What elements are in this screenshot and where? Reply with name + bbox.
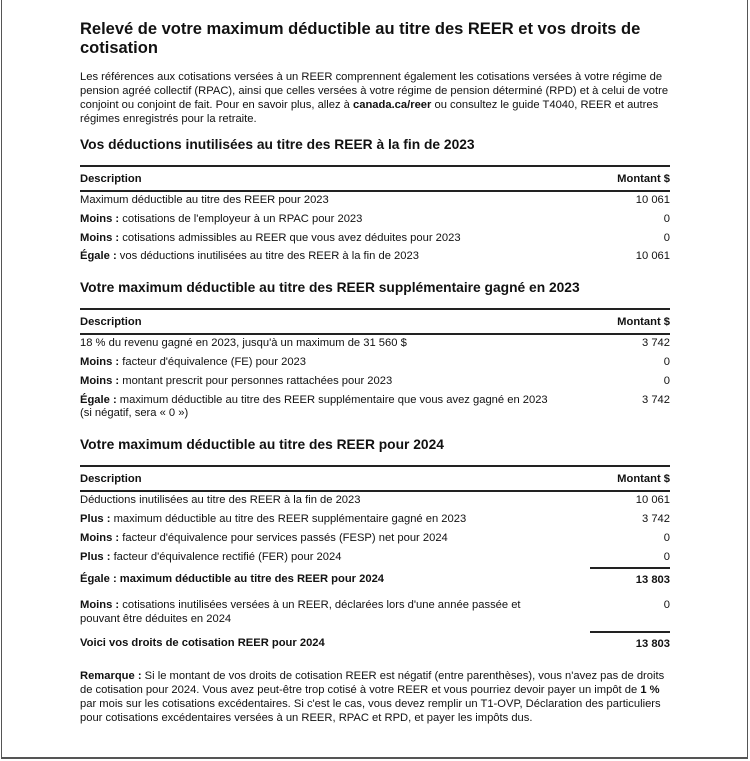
row-description <box>80 334 590 354</box>
column-header-amount: Montant $ <box>590 166 670 191</box>
row-text: maximum déductible au titre des REER supplémentaire gagné en 2023 <box>110 512 467 525</box>
note-label: Remarque : <box>80 669 142 682</box>
table-header-row <box>80 166 670 191</box>
row-text: Déductions inutilisées au titre des REER à la fin de 2023 <box>80 494 361 507</box>
table-row <box>80 230 670 249</box>
table-row <box>80 373 670 392</box>
row-prefix: Égale : <box>80 250 117 263</box>
column-header-description: Description <box>80 166 590 191</box>
row-description <box>80 248 590 267</box>
row-amount: 10 061 <box>635 494 670 507</box>
table-row <box>80 530 670 549</box>
column-header-amount: Montant $ <box>590 309 670 334</box>
row-amount: 0 <box>663 231 670 244</box>
row-amount: 10 061 <box>635 194 670 206</box>
row-amount: 0 <box>663 212 670 225</box>
intro-paragraph <box>80 70 670 126</box>
note-text-end: par mois sur les cotisations excédentaires. Si c'est le cas, vous devez remplir un T1-OVP, Déclaration des particuliers pour cotisations excédentaires versées à un REER, RPAC et RPD, et payer les impôts dus. <box>80 697 661 724</box>
row-description <box>80 530 590 549</box>
row-text: Maximum déductible au titre des REER pour 2023 <box>80 194 329 206</box>
row-description <box>80 511 590 530</box>
row-amount: 0 <box>663 599 670 612</box>
deduction-limit-2024-table <box>80 465 670 656</box>
table-row <box>80 491 670 511</box>
row-prefix: Moins : <box>80 374 120 387</box>
row-text: maximum déductible au titre des REER supplémentaire que vous avez gagné en 2023 (si négatif, sera « 0 ») <box>80 393 548 420</box>
row-text: facteur d'équivalence rectifié (FER) pour 2024 <box>110 550 342 563</box>
table-row <box>80 334 670 354</box>
row-description <box>80 491 590 511</box>
table-row <box>80 354 670 373</box>
row-description <box>80 211 590 230</box>
note-text: Si le montant de vos droits de cotisation REER est négatif (entre parenthèses), vous n'avez pas de droits de cotisation pour 2024. Vous avez peut-être trop cotisé à votre REER et vous pourriez devoir payer un impôt de <box>80 669 665 696</box>
row-description <box>80 593 590 632</box>
row-prefix: Plus : <box>80 512 111 525</box>
row-text: cotisations admissibles au REER que vous avez déduites pour 2023 <box>119 231 461 244</box>
total-row <box>80 632 670 657</box>
row-prefix: Moins : <box>80 599 120 612</box>
row-amount: 3 742 <box>642 512 670 525</box>
row-prefix: Plus : <box>80 550 111 563</box>
section-heading-deduction-limit-2024: Votre maximum déductible au titre des REER pour 2024 <box>80 437 444 453</box>
table-row <box>80 511 670 530</box>
additional-earned-table <box>80 308 670 424</box>
subtotal-description: Égale : maximum déductible au titre des REER pour 2024 <box>80 573 385 586</box>
row-description <box>80 230 590 249</box>
row-amount: 0 <box>663 550 670 563</box>
row-description <box>80 373 590 392</box>
table-row <box>80 248 670 267</box>
row-amount: 10 061 <box>635 250 670 263</box>
row-amount: 0 <box>663 531 670 544</box>
row-amount: 0 <box>663 355 670 368</box>
row-prefix: Moins : <box>80 355 120 368</box>
table-row <box>80 549 670 569</box>
row-amount: 3 742 <box>642 337 670 350</box>
table-header-row <box>80 466 670 491</box>
canada-reer-link[interactable]: canada.ca/reer <box>353 99 432 111</box>
subtotal-row <box>80 568 670 593</box>
row-description <box>80 354 590 373</box>
subtotal-amount: 13 803 <box>590 568 670 593</box>
column-header-description: Description <box>80 466 590 491</box>
row-amount: 0 <box>663 374 670 387</box>
row-prefix: Moins : <box>80 212 120 225</box>
table-row <box>80 392 670 425</box>
row-text: montant prescrit pour personnes rattachées pour 2023 <box>119 374 393 387</box>
table-row <box>80 593 670 632</box>
row-prefix: Égale : <box>80 393 117 406</box>
row-text: vos déductions inutilisées au titre des REER à la fin de 2023 <box>116 250 419 263</box>
column-header-amount: Montant $ <box>590 466 670 491</box>
page-title: Relevé de votre maximum déductible au titre des REER et vos droits de cotisation <box>80 20 641 57</box>
table-row <box>80 191 670 211</box>
note-rate: 1 % <box>640 683 660 696</box>
row-text: cotisations de l'employeur à un RPAC pour 2023 <box>119 212 363 225</box>
intro-text: Les références aux cotisations versées à un REER comprennent également les cotisations versées à votre régime de pension agréé collectif (RPAC), ainsi que celles versées à votre régime de pension déterminé (RPD) et à celui de votre conjoint ou conjoint de fait. Pour en savoir plus, allez à <box>80 71 669 111</box>
row-amount: 3 742 <box>642 393 670 406</box>
statement-page <box>80 20 670 736</box>
table-row <box>80 211 670 230</box>
section-heading-additional-earned: Votre maximum déductible au titre des REER supplémentaire gagné en 2023 <box>80 280 580 296</box>
note-paragraph <box>80 669 670 725</box>
total-amount: 13 803 <box>590 632 670 657</box>
row-text: 18 % du revenu gagné en 2023, jusqu'à un maximum de 31 560 $ <box>80 337 407 350</box>
row-description <box>80 191 590 211</box>
row-text: facteur d'équivalence pour services passés (FESP) net pour 2024 <box>119 531 448 544</box>
row-description <box>80 549 590 569</box>
section-heading-unused-deductions: Vos déductions inutilisées au titre des REER à la fin de 2023 <box>80 137 475 152</box>
unused-deductions-table <box>80 165 670 267</box>
row-prefix: Moins : <box>80 231 120 244</box>
table-header-row <box>80 309 670 334</box>
row-text: cotisations inutilisées versées à un REER, déclarées lors d'une année passée et pouvant être déduites en 2024 <box>80 599 521 625</box>
intro-text-end: ou consultez le guide T4040, REER et autres régimes enregistrés pour la retraite. <box>80 99 659 125</box>
row-description <box>80 392 590 425</box>
total-description: Voici vos droits de cotisation REER pour 2024 <box>80 636 325 649</box>
column-header-description: Description <box>80 309 590 334</box>
row-prefix: Moins : <box>80 531 120 544</box>
row-text: facteur d'équivalence (FE) pour 2023 <box>119 355 306 368</box>
